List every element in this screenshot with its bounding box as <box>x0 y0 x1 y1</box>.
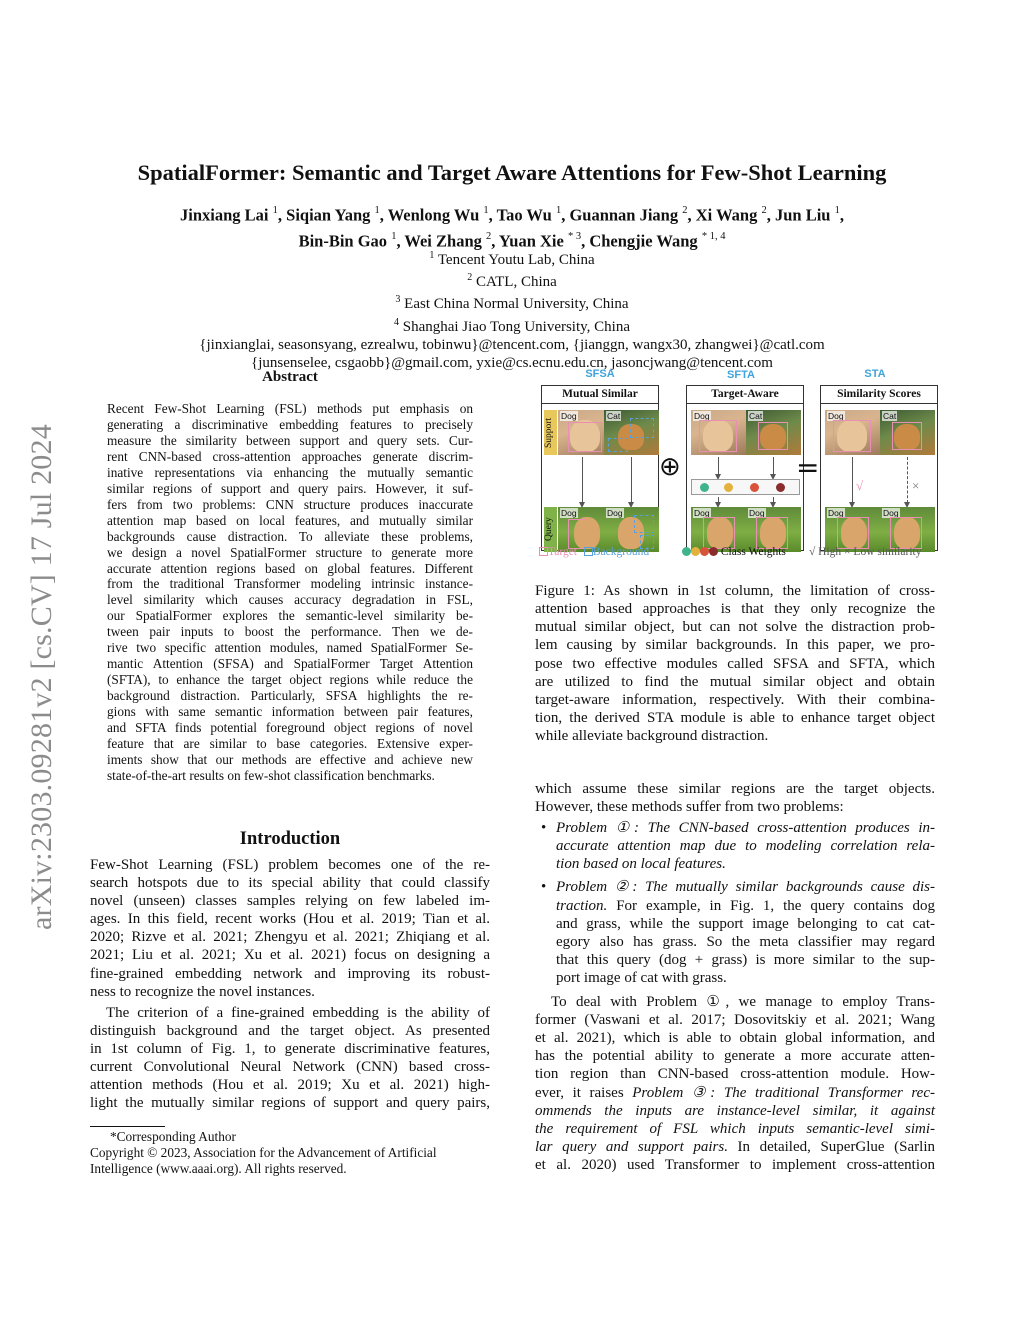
text-line: and grass, while the support image belonging to cat cat- <box>556 915 935 932</box>
text-line: iments show that our methods are effective and achieve new <box>107 751 473 767</box>
text-line: which assume these similar regions are the target objects. <box>535 781 935 797</box>
arxiv-identifier-stamp: arXiv:2303.09281v2 [cs.CV] 17 Jul 2024 <box>25 424 58 930</box>
text-line: background distraction. Particularly, SFSA highlights the re- <box>107 688 473 704</box>
author-affiliation-marker: 1 <box>391 230 397 242</box>
author-name: Bin-Bin Gao <box>298 231 392 250</box>
author-affiliation-marker: 2 <box>761 205 767 216</box>
text-line: in 1st column of Fig. 1, to generate discriminative features, <box>90 1040 490 1057</box>
text-line: (SFTA), to enhance the target object regions while reduce the <box>107 672 473 688</box>
author-name: Tao Wu <box>496 205 556 225</box>
cat-tag: Cat <box>607 411 621 421</box>
author-name: Chengjie Wang <box>589 231 702 250</box>
dog-tag: Dog <box>828 411 844 421</box>
legend-background-label: Background <box>592 546 650 558</box>
author-affiliation-marker: * 1, 4 <box>701 230 726 242</box>
text-line: distinguish background and the target object. As presented <box>90 1022 490 1039</box>
author-name: Jun Liu <box>774 205 835 225</box>
background-box <box>630 418 654 438</box>
paragraph <box>90 1004 490 1113</box>
support-dog-image <box>825 410 880 455</box>
legend-class-weights <box>682 546 786 558</box>
class-weight-dot <box>724 483 733 492</box>
target-box <box>758 422 788 450</box>
text-line: accurate attention map due to modeling correlation rela- <box>556 838 935 855</box>
column-label-sfsa: SFSA <box>585 368 615 380</box>
high-similarity-check-icon: √ <box>856 478 864 493</box>
panel-title: Target-Aware <box>711 388 779 400</box>
introduction-heading: Introduction <box>239 829 341 849</box>
email-line: {jinxianglai, seasonsyang, ezrealwu, tobinwu}@tencent.com, {jianggn, wangx30, zhangwei}@catl.com <box>199 336 825 353</box>
target-box <box>892 422 922 450</box>
text-line: state-of-the-art results on few-shot classification benchmarks. <box>107 767 435 783</box>
text-line: rent CNN-based cross-attention approaches generate discrim- <box>107 448 473 464</box>
author-name: Jinxiang Lai <box>180 205 273 225</box>
support-cat-image <box>880 410 935 455</box>
footnote <box>90 1129 490 1178</box>
text-line: former (Vaswani et al. 2017; Dosovitskiy et al. 2021; Wang <box>535 1012 935 1029</box>
down-arrow <box>718 457 719 475</box>
text-line: To deal with Problem ①, we manage to employ Trans- <box>551 994 935 1011</box>
text-line: target-aware information, respectively. With their combina- <box>535 691 935 708</box>
target-box <box>568 422 602 452</box>
author-name: Wenlong Wu <box>387 205 484 225</box>
panel-divider <box>821 403 937 404</box>
author-affiliation-marker: 2 <box>486 230 492 242</box>
text-line: ommends the inputs are instance-level similar, it against <box>535 1102 935 1119</box>
text-line: tion, the derived STA module is able to enhance target object <box>535 710 935 727</box>
author-name: Guannan Jiang <box>569 205 683 225</box>
bullet-icon: • <box>541 820 547 837</box>
text-line: ness to recognize the novel instances. <box>90 983 315 1000</box>
panel-title: Similarity Scores <box>837 388 921 400</box>
support-dog-image <box>691 410 746 455</box>
text-line: tion based on local features. <box>556 856 726 873</box>
text-line: port image of cat with grass. <box>556 969 727 986</box>
text-line: accurate attention regions based on global features. Different <box>107 560 473 576</box>
author-line-1: Jinxiang Lai $^1$, Siqian Yang $^1$, Wenlong Wu $^1$, Tao Wu $^1$, Guannan Jiang $^2$, Xi Wang $^2$, Jun Liu $^1$, <box>180 205 844 225</box>
text-line: light the mutually similar regions of support and query pairs, <box>90 1095 490 1112</box>
author-name: Wei Zhang <box>404 231 486 250</box>
text-line: attention based approaches is that they only recognize the <box>535 601 935 618</box>
equals-operator-icon: = <box>796 451 820 484</box>
author-affiliation-marker: * 3 <box>567 230 582 242</box>
text-line: pose two effective modules called SFSA and SFTA, which <box>535 655 935 672</box>
text-line: novel (unseen) classes samples relying on few labeled im- <box>90 893 490 910</box>
class-weight-dot <box>776 483 785 492</box>
text-line: mutual similar object, but can not solve the distraction prob- <box>535 619 935 636</box>
copyright-line: Copyright © 2023, Association for the Advancement of Artificial <box>90 1145 437 1161</box>
affiliation-list <box>0 247 1024 372</box>
text-line: tion region than CNN-based cross-attention module. How- <box>535 1066 935 1083</box>
text-line: rive two specific attention modules, named SpatialFormer Se- <box>107 640 473 656</box>
background-box <box>634 515 654 533</box>
dog-tag: Dog <box>749 508 765 518</box>
author-line-2: Bin-Bin Gao $^1$, Wei Zhang $^2$, Yuan Xie $^{* 3}$, Chengjie Wang $^{* 1, 4}$ <box>298 230 726 250</box>
text-line: that this query (dog + grass) is more similar to the sup- <box>556 951 935 968</box>
dog-tag: Dog <box>561 508 577 518</box>
author-affiliation-marker: 1 <box>374 205 380 216</box>
affiliation: $^1$ Tencent Youtu Lab, China <box>429 250 595 268</box>
text-line: fine-grained embedding network and improving its robust- <box>90 965 490 982</box>
text-line: fers from two problems: CNN structure produces inaccurate <box>107 496 473 512</box>
target-box <box>756 517 788 549</box>
footnote-divider <box>90 1126 165 1127</box>
text-line: ages. In this field, recent works (Hou et al. 2019; Tian et al. <box>90 911 490 928</box>
dog-tag: Dog <box>694 411 710 421</box>
text-line: similar regions of support and query pairs. However, it suf- <box>107 480 473 496</box>
support-cat-image <box>746 410 801 455</box>
class-weight-dot <box>750 483 759 492</box>
bullet-icon: • <box>541 879 547 896</box>
cat-tag: Cat <box>883 411 897 421</box>
text-line: inative representations via enhancing the mutually semantic <box>107 464 473 480</box>
down-arrow <box>718 497 719 503</box>
text-line: and SFTA finds potential foreground object regions of novel <box>107 720 473 736</box>
text-line: attention methods (Hou et al. 2019; Xu et al. 2021) high- <box>90 1077 490 1094</box>
dog-tag: Dog <box>828 508 844 518</box>
problem-1-bullet <box>535 819 935 873</box>
author-affiliation-marker: 2 <box>682 205 688 216</box>
legend-target-label: Target <box>548 546 577 558</box>
text-line: are utilized to find the mutual similar object and obtain <box>535 673 935 690</box>
text-line: tween pair inputs to boost the performance. Then we de- <box>107 624 473 640</box>
text-line: mantic Attention (SFSA) and SpatialFormer Target Attention <box>107 656 473 672</box>
text-line: while alleviate background distraction. <box>535 728 769 745</box>
text-line: measure the similarity between support and query sets. Cur- <box>107 432 473 448</box>
panel-title: Mutual Similar <box>562 388 638 400</box>
text-line: backgrounds cause distraction. To alleviate these problems, <box>107 528 473 544</box>
figure-caption <box>535 582 935 745</box>
dog-tag: Dog <box>883 508 899 518</box>
text-line: lem causing by similar backgrounds. In this paper, we pro- <box>535 637 935 654</box>
author-affiliation-marker: 1 <box>483 205 489 216</box>
text-line: 2021; Liu et al. 2021; Xu et al. 2021) focus on designing a <box>90 947 490 964</box>
dog-tag: Dog <box>694 508 710 518</box>
author-name: Xi Wang <box>695 205 762 225</box>
text-line: Problem ①: The CNN-based cross-attention produces in- <box>556 820 935 837</box>
class-weight-dot <box>700 547 709 556</box>
text-line: we design a novel SpatialFormer structure to generate more <box>107 544 473 560</box>
introduction-text <box>90 856 490 1112</box>
text-line: search hotspots due to its special ability that could classify <box>90 875 490 892</box>
paper-title: SpatialFormer: Semantic and Target Aware Attentions for Few-Shot Learning <box>137 160 887 185</box>
bullet-text: Problem ②: The mutually similar backgrounds cause dis- traction. For example, in Fig. 1, the query contains dog and grass, while the support image belonging to cat cat- egory also has grass. So the meta classifier may regard that this query (dog + grass) is more similar to the sup- port image of cat with grass. <box>556 879 935 986</box>
author-name: Yuan Xie <box>498 231 568 250</box>
text-line: the requirement of FSL which inputs semantic-level simi- <box>535 1120 935 1137</box>
abstract-text <box>107 401 473 784</box>
copyright-line: Intelligence (www.aaai.org). All rights reserved. <box>90 1161 347 1177</box>
combine-operator-icon: ⊕ <box>659 452 681 482</box>
dashed-down-arrow <box>907 457 908 503</box>
affiliation: $^4$ Shanghai Jiao Tong University, China <box>393 316 630 335</box>
cat-tag: Cat <box>749 411 763 421</box>
text-line: Figure 1: As shown in 1st column, the limitation of cross- <box>535 583 935 599</box>
target-box <box>703 517 735 549</box>
class-weights-band <box>691 479 800 495</box>
target-box <box>568 519 586 549</box>
target-box <box>699 420 737 452</box>
dog-tag: Dog <box>607 508 623 518</box>
class-weight-dot <box>709 547 718 556</box>
class-weight-dot <box>691 547 700 556</box>
text-line: 2020; Rizve et al. 2021; Zhengyu et al. 2021; Zhiqiang et al. <box>90 929 490 946</box>
support-cat-image <box>604 410 659 455</box>
target-box <box>837 517 869 549</box>
author-affiliation-marker: 1 <box>272 205 278 216</box>
column-label-sta: STA <box>864 368 886 380</box>
paragraph <box>90 856 490 1001</box>
author-name: Siqian Yang <box>286 205 375 225</box>
corresponding-author-note: *Corresponding Author <box>110 1129 236 1144</box>
author-affiliation-marker: 1 <box>834 205 840 216</box>
text-line: from the traditional Transformer modeling intrinsic instance- <box>107 576 473 592</box>
background-legend-swatch <box>584 547 593 556</box>
text-line: our SpatialFormer explores the semantic-level similarity be- <box>107 608 473 624</box>
panel-divider <box>542 403 658 404</box>
panel-similarity-scores <box>820 385 938 551</box>
class-weight-dot <box>700 483 709 492</box>
column-label-sfta: SFTA <box>727 369 755 381</box>
panel-target-aware <box>686 385 804 551</box>
text-line: et al. 2021), which is able to obtain global information, and <box>535 1030 935 1047</box>
text-line: Few-Shot Learning (FSL) problem becomes one of the re- <box>90 857 490 873</box>
panel-divider <box>687 403 803 404</box>
text-line: The criterion of a fine-grained embedding is the ability of <box>106 1004 490 1021</box>
text-line: However, these methods suffer from two problems: <box>535 799 844 816</box>
affiliation: $^3$ East China Normal University, China <box>395 294 629 313</box>
email-line: {junsenselee, csgaobb}@gmail.com, yxie@cs.ecnu.edu.cn, jasoncjwang@tencent.com <box>251 355 773 372</box>
down-arrow <box>631 457 632 503</box>
problem-2-bullet <box>535 878 935 987</box>
text-line: feature that are similar to base categories. Extensive exper- <box>107 736 473 752</box>
text-line: egory also has grass. So the meta classifier may regard <box>556 933 935 950</box>
text-line: attention map based on local features, and mutually similar <box>107 512 473 528</box>
down-arrow <box>773 497 774 503</box>
legend-similarity: √ High × Low similarity <box>809 546 922 558</box>
target-legend-swatch <box>539 547 548 556</box>
panel-mutual-similar <box>541 385 659 551</box>
dog-tag: Dog <box>561 411 577 421</box>
right-column-text <box>535 780 935 1174</box>
class-weight-dot <box>682 547 691 556</box>
down-arrow <box>852 457 853 503</box>
target-box <box>833 420 871 452</box>
bullet-text <box>556 819 935 873</box>
text-line: level similarity which causes accuracy degradation in FSL, <box>107 592 473 608</box>
background-box <box>608 438 628 452</box>
query-row-label: Query <box>544 507 557 552</box>
text-line: current Convolutional Neural Network (CNN) based cross- <box>90 1059 490 1076</box>
abstract-heading: Abstract <box>262 369 318 385</box>
text-line: generating a discriminative embedding features to precisely <box>107 416 473 432</box>
low-similarity-cross-icon: × <box>912 478 920 493</box>
down-arrow <box>773 457 774 475</box>
down-arrow <box>582 457 583 503</box>
paragraph <box>535 780 935 816</box>
affiliation: $^2$ CATL, China <box>467 272 557 291</box>
text-line: gions with same semantic information between pair features, <box>107 704 473 720</box>
figure-1 <box>535 364 935 564</box>
legend-class-weights-label: Class Weights <box>720 546 786 558</box>
text-line: has the potential ability to generate a more accurate atten- <box>535 1048 935 1065</box>
author-list <box>0 201 1024 252</box>
support-row-label: Support <box>544 410 557 455</box>
author-affiliation-marker: 1 <box>555 205 562 216</box>
text-line: Recent Few-Shot Learning (FSL) methods put emphasis on <box>107 401 473 416</box>
paragraph: To deal with Problem ①, we manage to employ Trans- former (Vaswani et al. 2017; Dosovitskiy et al. 2021; Wang et al. 2021), which is able to obtain global information, and has the potential ability to generate a more accurate atten- tion region than CNN-based cross-attention module. How- ever, it raises Problem ③: The traditional Transformer rec- ommends the inputs are instance-level similar, it against the requirement of FSL which inputs semantic-level simi- lar query and support pairs. In detailed, SuperGlue (Sarlin et al. 2020) used Transformer to implement cross-attention <box>535 994 936 1173</box>
target-box <box>890 517 922 549</box>
legend-target-background <box>539 546 649 558</box>
